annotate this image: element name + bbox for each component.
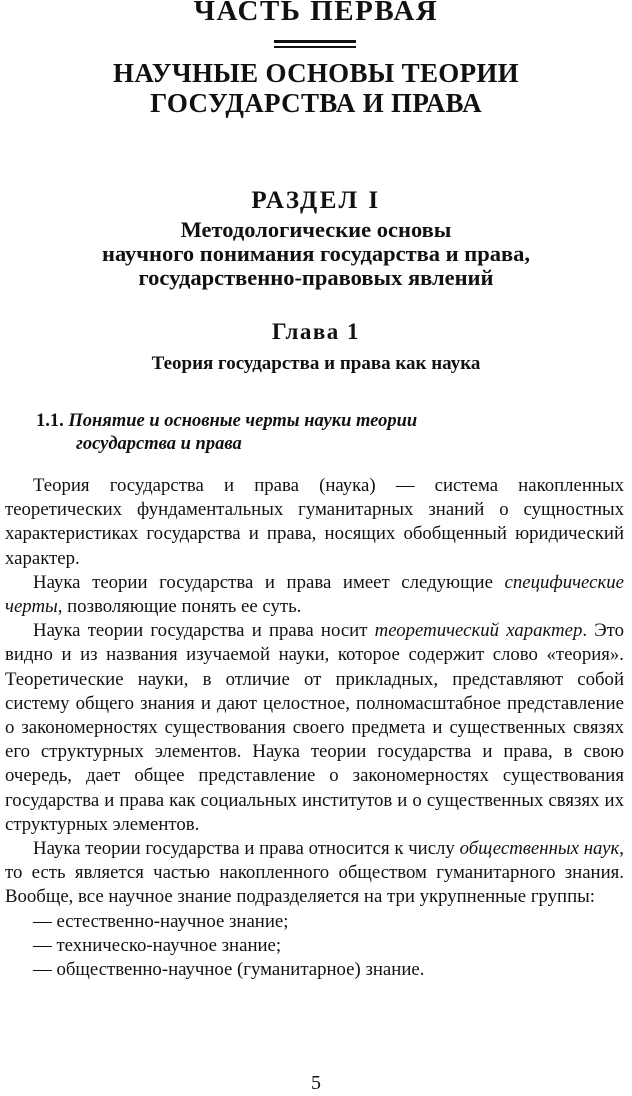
paragraph-text: , то есть является частью накопленного обществом гуманитарного знания. Вообще, все научное знание подразделяется на три укрупненные группы: bbox=[5, 838, 624, 908]
section-label: РАЗДЕЛ I bbox=[251, 187, 381, 214]
section-title-line: государственно-правовых явлений bbox=[138, 265, 494, 290]
paragraph-social-sciences bbox=[5, 837, 624, 910]
section-title-line: научного понимания государства и права, bbox=[101, 241, 531, 266]
paragraph-definition: Теория государства и права (наука) — система накопленных теоретических фундаментальных гуманитарных знаний о сущностных характеристиках государства и права, носящих обобщенный юридический характер. bbox=[5, 475, 624, 569]
subsection-number: 1.1. bbox=[36, 411, 64, 431]
chapter-label: Глава 1 bbox=[271, 319, 361, 344]
decorative-rule-bottom bbox=[274, 46, 356, 48]
paragraph-text: Наука теории государства и права носит bbox=[33, 620, 375, 642]
section-title-line: Методологические основы bbox=[180, 217, 452, 242]
emphasis-text: специфические черты bbox=[5, 571, 624, 618]
page-number: 5 bbox=[311, 1072, 321, 1094]
paragraph-text: Наука теории государства и права относится к числу bbox=[33, 838, 460, 860]
subsection-title-line1: Понятие и основные черты науки теории bbox=[68, 411, 418, 431]
paragraph-specific-features bbox=[5, 571, 624, 619]
part-title-line: НАУЧНЫЕ ОСНОВЫ ТЕОРИИ bbox=[113, 58, 519, 88]
part-title bbox=[0, 58, 632, 118]
paragraph-text: , позволяющие понять ее суть. bbox=[57, 596, 302, 618]
list-item: — общественно-научное (гуманитарное) знание. bbox=[33, 959, 425, 981]
decorative-rule-top bbox=[274, 40, 356, 43]
paragraph-text: Наука теории государства и права имеет следующие bbox=[33, 571, 505, 593]
subsection-title-line2: государства и права bbox=[76, 434, 242, 454]
part-title-line: ГОСУДАРСТВА И ПРАВА bbox=[150, 88, 482, 118]
chapter-title: Теория государства и права как наука bbox=[151, 353, 481, 374]
list-item: — естественно-научное знание; bbox=[33, 910, 289, 932]
emphasis-text: теоретический характер bbox=[374, 620, 583, 642]
subsection-heading bbox=[36, 410, 596, 456]
paragraph-theoretical bbox=[5, 619, 624, 837]
paragraph-text: . Это видно и из названия изучаемой науки, которое содержит слово «теория». Теоретические науки, в отличие от прикладных, представляют собой систему общего знания и дают целостное, полномасштабное представление о закономерностях существования своего предмета и существенных связях его структурных элементов. Наука теории государства и права, в свою очередь, дает общее представление о закономерностях существования государства и права как социальных институтов и о существенных связях их структурных элементов. bbox=[5, 620, 624, 835]
emphasis-text: общественных наук bbox=[459, 838, 620, 860]
part-label: ЧАСТЬ ПЕРВАЯ bbox=[193, 0, 439, 27]
section-title bbox=[0, 218, 632, 290]
body-text bbox=[5, 474, 624, 982]
list-item: — техническо-научное знание; bbox=[33, 934, 282, 956]
